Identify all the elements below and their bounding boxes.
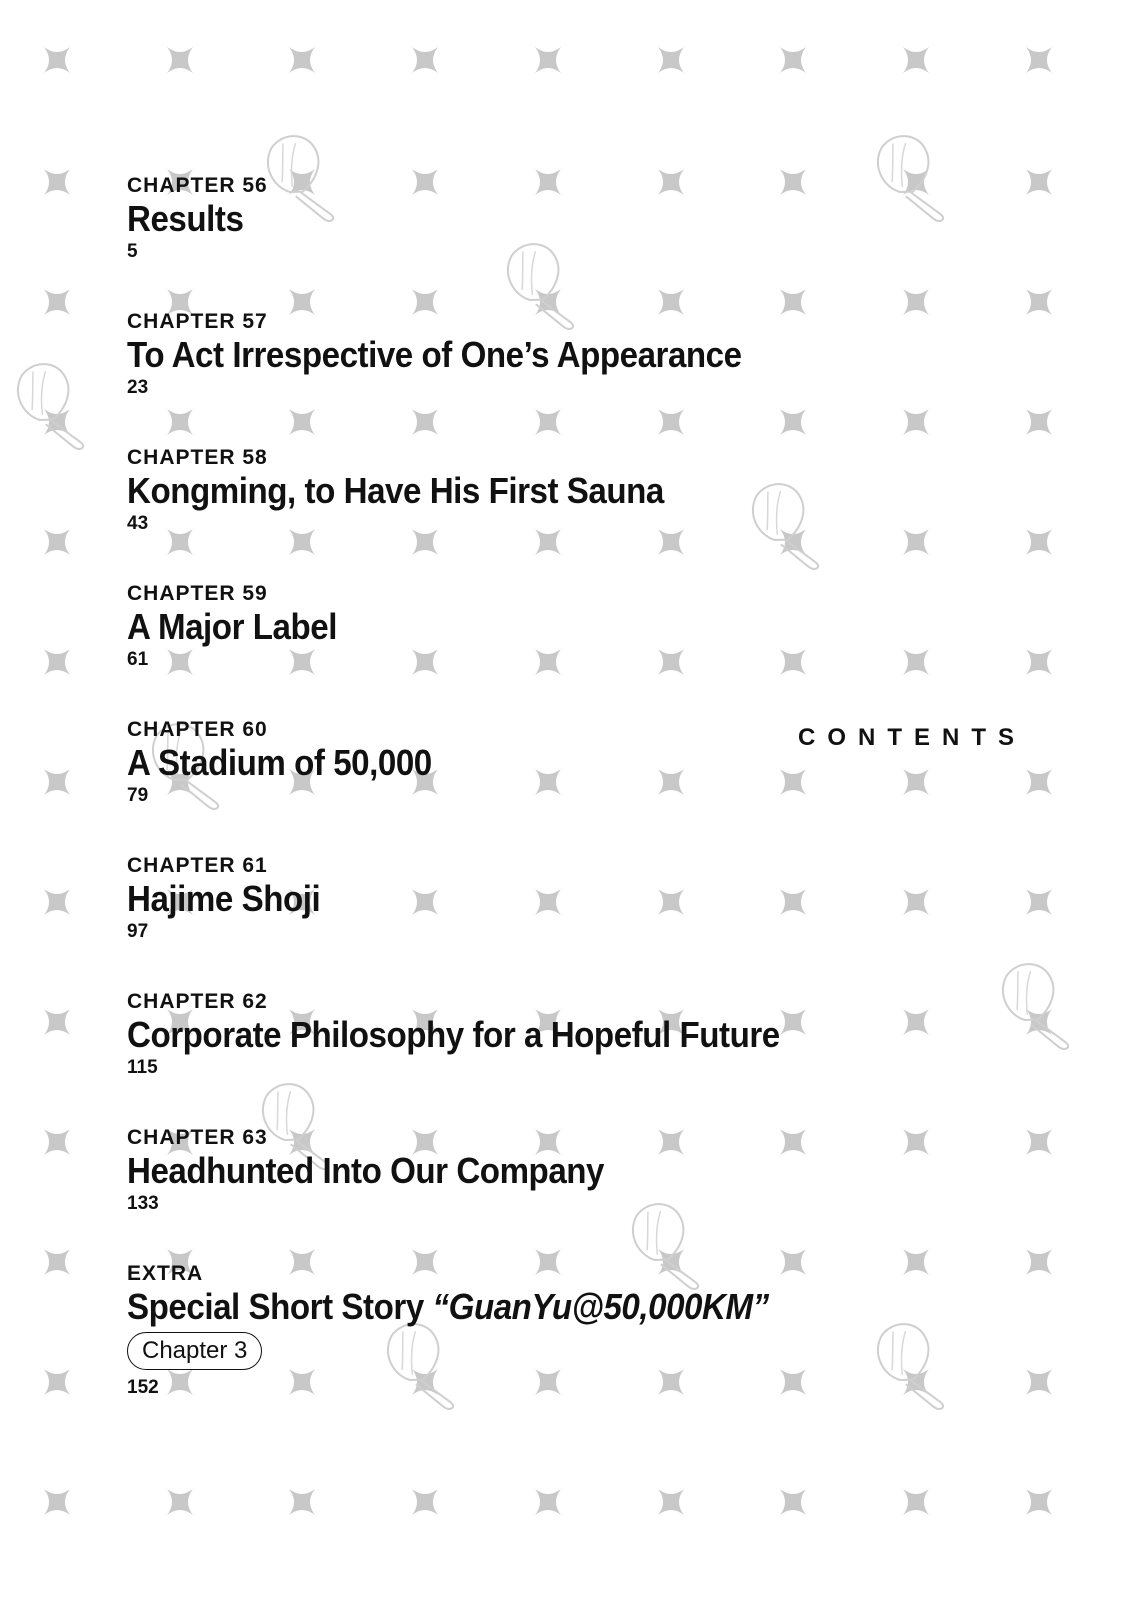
chapter-label: CHAPTER 57 — [127, 310, 268, 333]
star-icon — [1026, 1369, 1052, 1395]
star-icon — [412, 649, 438, 675]
star-icon — [1026, 409, 1052, 435]
star-icon — [658, 1129, 684, 1155]
page-number: 61 — [127, 649, 149, 670]
star-icon — [1026, 649, 1052, 675]
star-icon — [780, 409, 806, 435]
page-number: 43 — [127, 513, 149, 534]
star-icon — [1026, 47, 1052, 73]
star-icon — [412, 1489, 438, 1515]
star-icon — [903, 1129, 929, 1155]
star-icon — [289, 409, 315, 435]
page-number: 79 — [127, 785, 149, 806]
star-icon — [780, 169, 806, 195]
star-icon — [289, 47, 315, 73]
chapter-label: CHAPTER 60 — [127, 718, 268, 741]
page-number: 23 — [127, 377, 149, 398]
chapter-label: CHAPTER 63 — [127, 1126, 268, 1149]
star-icon — [780, 1489, 806, 1515]
star-icon — [412, 169, 438, 195]
chapter-title: Results — [127, 198, 244, 239]
chapter-label: CHAPTER 58 — [127, 446, 268, 469]
star-icon — [658, 649, 684, 675]
page-number: 97 — [127, 921, 149, 942]
star-icon — [44, 1129, 70, 1155]
chapter-label: CHAPTER 59 — [127, 582, 268, 605]
star-icon — [1026, 1489, 1052, 1515]
star-icon — [658, 769, 684, 795]
feather-fan-icon — [870, 1317, 950, 1423]
star-icon — [903, 1009, 929, 1035]
star-icon — [903, 649, 929, 675]
star-icon — [780, 769, 806, 795]
star-icon — [903, 47, 929, 73]
star-icon — [535, 47, 561, 73]
toc-entry[interactable] — [127, 854, 337, 944]
star-icon — [903, 889, 929, 915]
star-icon — [412, 409, 438, 435]
page-number: 133 — [127, 1193, 159, 1214]
toc-entry[interactable] — [127, 582, 355, 672]
star-icon — [780, 649, 806, 675]
star-icon — [658, 889, 684, 915]
extra-label: EXTRA — [127, 1262, 204, 1285]
page-number: 5 — [127, 241, 138, 262]
star-icon — [412, 47, 438, 73]
star-icon — [780, 1129, 806, 1155]
star-icon — [780, 889, 806, 915]
chapter-label: CHAPTER 61 — [127, 854, 268, 877]
contents-heading: CONTENTS — [798, 724, 1026, 751]
toc-entry[interactable] — [127, 1126, 646, 1216]
star-icon — [44, 1009, 70, 1035]
star-icon — [903, 289, 929, 315]
extra-title-text: Special Short Story — [127, 1286, 424, 1327]
star-icon — [167, 47, 193, 73]
star-icon — [44, 769, 70, 795]
star-icon — [289, 1489, 315, 1515]
chapter-label: CHAPTER 62 — [127, 990, 268, 1013]
extra-title — [127, 1286, 769, 1328]
star-icon — [658, 47, 684, 73]
chapter-badge: Chapter 3 — [127, 1332, 262, 1370]
star-icon — [903, 409, 929, 435]
toc-entry[interactable] — [127, 990, 837, 1080]
star-icon — [535, 649, 561, 675]
chapter-title: Hajime Shoji — [127, 878, 321, 919]
star-icon — [535, 1489, 561, 1515]
star-icon — [658, 1489, 684, 1515]
star-icon — [1026, 169, 1052, 195]
chapter-title: Headhunted Into Our Company — [127, 1150, 605, 1191]
star-icon — [535, 409, 561, 435]
star-icon — [535, 769, 561, 795]
star-icon — [44, 169, 70, 195]
star-icon — [44, 1369, 70, 1395]
toc-entry[interactable] — [127, 310, 795, 400]
star-icon — [535, 889, 561, 915]
toc-entry-extra[interactable] — [127, 1262, 824, 1400]
star-icon — [1026, 289, 1052, 315]
toc-entry[interactable] — [127, 174, 268, 264]
star-icon — [1026, 769, 1052, 795]
chapter-title: To Act Irrespective of One’s Appearance — [127, 334, 742, 375]
page-number: 115 — [127, 1057, 158, 1078]
star-icon — [903, 1489, 929, 1515]
star-icon — [44, 1249, 70, 1275]
star-icon — [903, 1249, 929, 1275]
star-icon — [167, 1489, 193, 1515]
star-icon — [903, 769, 929, 795]
star-icon — [1026, 529, 1052, 555]
star-icon — [44, 47, 70, 73]
page-number: 152 — [127, 1377, 159, 1398]
extra-title-quote: “GuanYu@50,000KM” — [432, 1286, 769, 1327]
star-icon — [44, 529, 70, 555]
chapter-title: Kongming, to Have His First Sauna — [127, 470, 664, 511]
chapter-label: CHAPTER 56 — [127, 174, 268, 197]
chapter-title: A Major Label — [127, 606, 337, 647]
star-icon — [658, 169, 684, 195]
star-icon — [903, 529, 929, 555]
star-icon — [44, 889, 70, 915]
toc-entry[interactable] — [127, 718, 458, 808]
star-icon — [1026, 1249, 1052, 1275]
feather-fan-icon — [10, 357, 90, 463]
star-icon — [44, 289, 70, 315]
chapter-title: Corporate Philosophy for a Hopeful Future — [127, 1014, 780, 1055]
star-icon — [412, 889, 438, 915]
chapter-title: A Stadium of 50,000 — [127, 742, 432, 783]
star-icon — [44, 649, 70, 675]
star-icon — [1026, 1129, 1052, 1155]
star-icon — [44, 1489, 70, 1515]
star-icon — [780, 529, 806, 555]
star-icon — [167, 409, 193, 435]
star-icon — [535, 169, 561, 195]
star-icon — [780, 47, 806, 73]
feather-fan-icon — [745, 477, 825, 583]
toc-entry[interactable] — [127, 446, 711, 536]
feather-fan-icon — [995, 957, 1075, 1063]
star-icon — [1026, 889, 1052, 915]
star-icon — [658, 409, 684, 435]
